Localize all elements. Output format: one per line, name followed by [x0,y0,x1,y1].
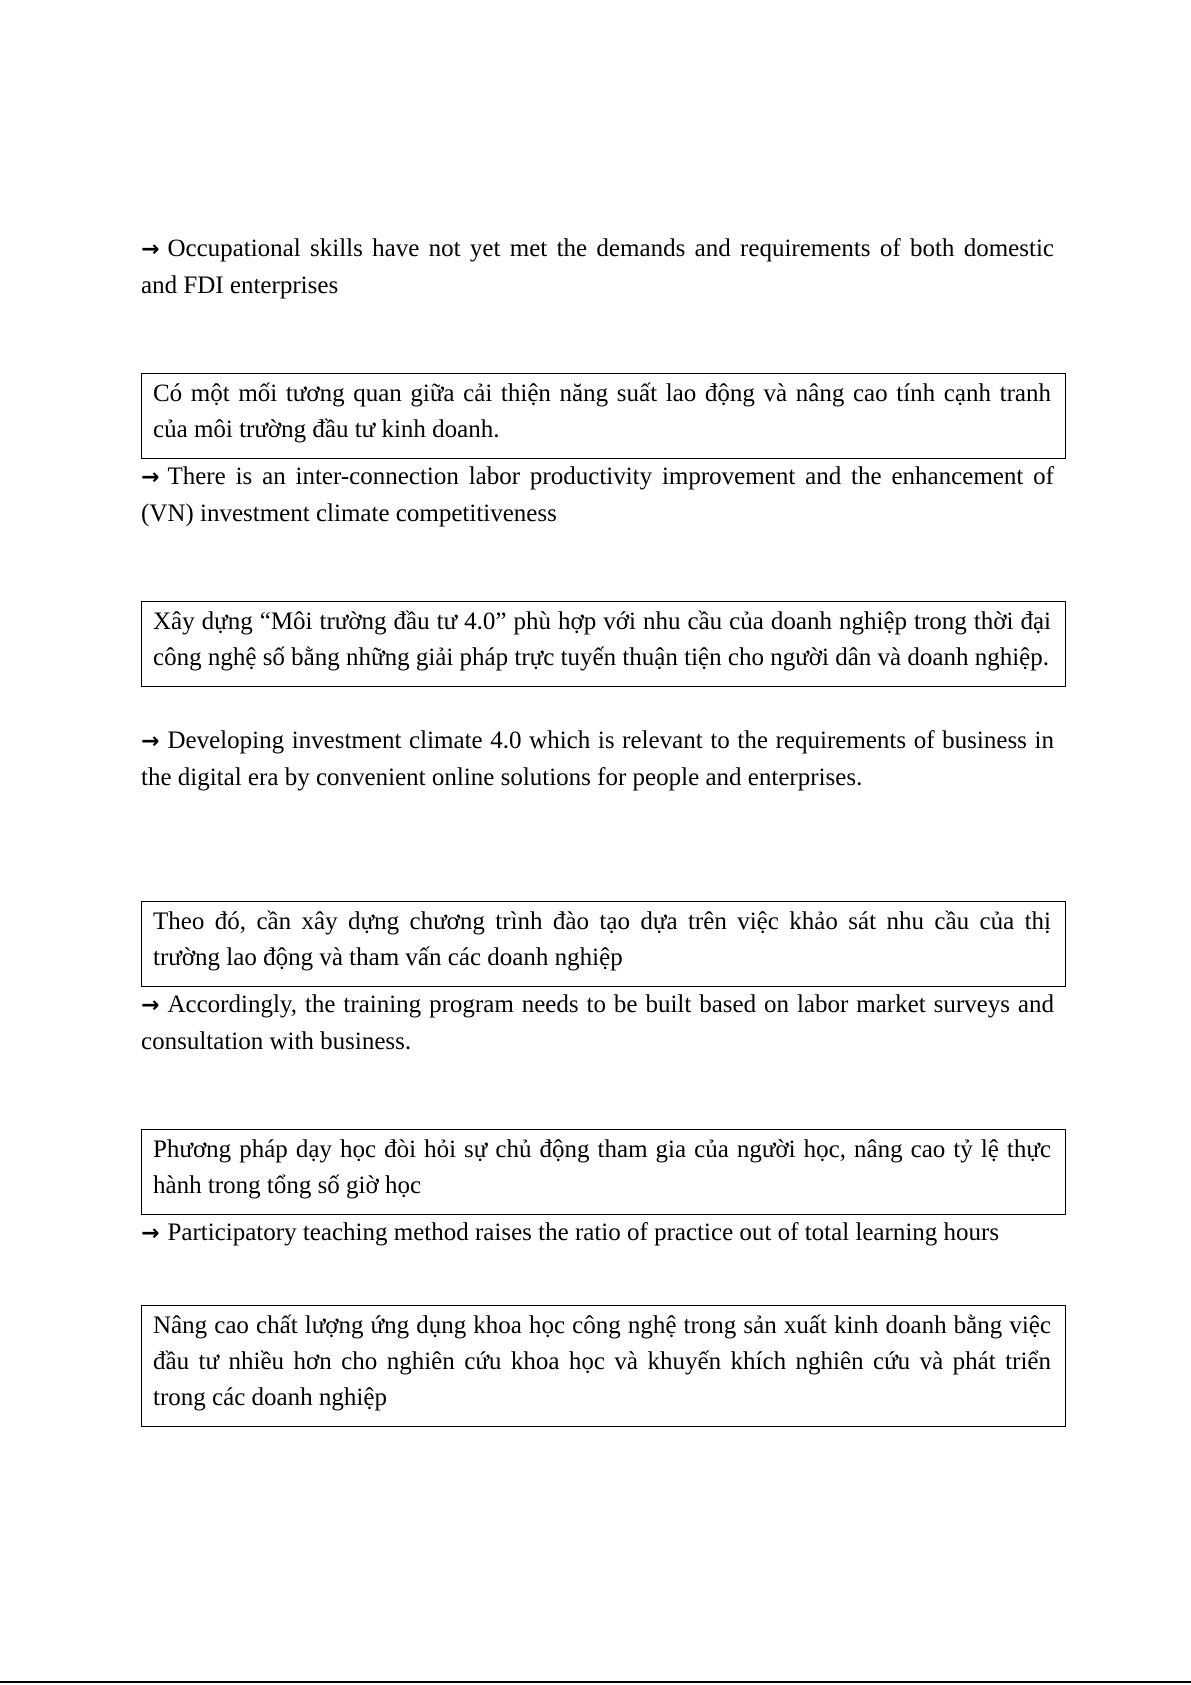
source-text-3: Theo đó, cần xây dựng chương trình đào tạo dựa trên việc khảo sát nhu cầu của thị trường lao động và tham vấn các doanh nghiệp [153,908,1051,971]
translation-paragraph-1 [141,231,1054,304]
arrow-right-icon: → [141,729,160,754]
arrow-right-icon: → [141,993,160,1018]
source-box-4 [141,1129,1066,1215]
translation-paragraph-3 [141,723,1054,796]
source-text-5: Nâng cao chất lượng ứng dụng khoa học công nghệ trong sản xuất kinh doanh bằng việc đầu tư nhiều hơn cho nghiên cứu khoa học và khuyến khích nghiên cứu và phát triển trong các doanh nghiệp [153,1312,1051,1411]
translation-paragraph-5 [141,1215,1054,1252]
source-box-2 [141,601,1066,687]
page-bottom-rule [0,1681,1191,1683]
arrow-right-icon: → [141,465,160,490]
translation-text-4: Accordingly, the training program needs to be built based on labor market surveys and consultation with business. [141,991,1054,1055]
arrow-right-icon: → [141,237,160,262]
translation-text-5: Participatory teaching method raises the ratio of practice out of total learning hours [167,1219,1000,1246]
source-text-4: Phương pháp dạy học đòi hỏi sự chủ động tham gia của người học, nâng cao tỷ lệ thực hành trong tổng số giờ học [153,1136,1051,1199]
source-box-5 [141,1305,1066,1427]
translation-text-3: Developing investment climate 4.0 which is relevant to the requirements of business in the digital era by convenient online solutions for people and enterprises. [141,727,1054,791]
translation-text-2: There is an inter-connection labor productivity improvement and the enhancement of (VN) investment climate competitiveness [141,463,1054,527]
source-text-2: Xây dựng “Môi trường đầu tư 4.0” phù hợp với nhu cầu của doanh nghiệp trong thời đại công nghệ số bằng những giải pháp trực tuyến thuận tiện cho người dân và doanh nghiệp. [153,608,1051,671]
arrow-right-icon: → [141,1221,160,1246]
source-box-3 [141,901,1066,987]
source-box-1 [141,373,1066,459]
source-text-1: Có một mối tương quan giữa cải thiện năng suất lao động và nâng cao tính cạnh tranh của môi trường đầu tư kinh doanh. [153,380,1051,443]
translation-paragraph-2 [141,459,1054,532]
translation-paragraph-4 [141,987,1054,1060]
translation-text-1: Occupational skills have not yet met the demands and requirements of both domestic and FDI enterprises [141,235,1054,299]
